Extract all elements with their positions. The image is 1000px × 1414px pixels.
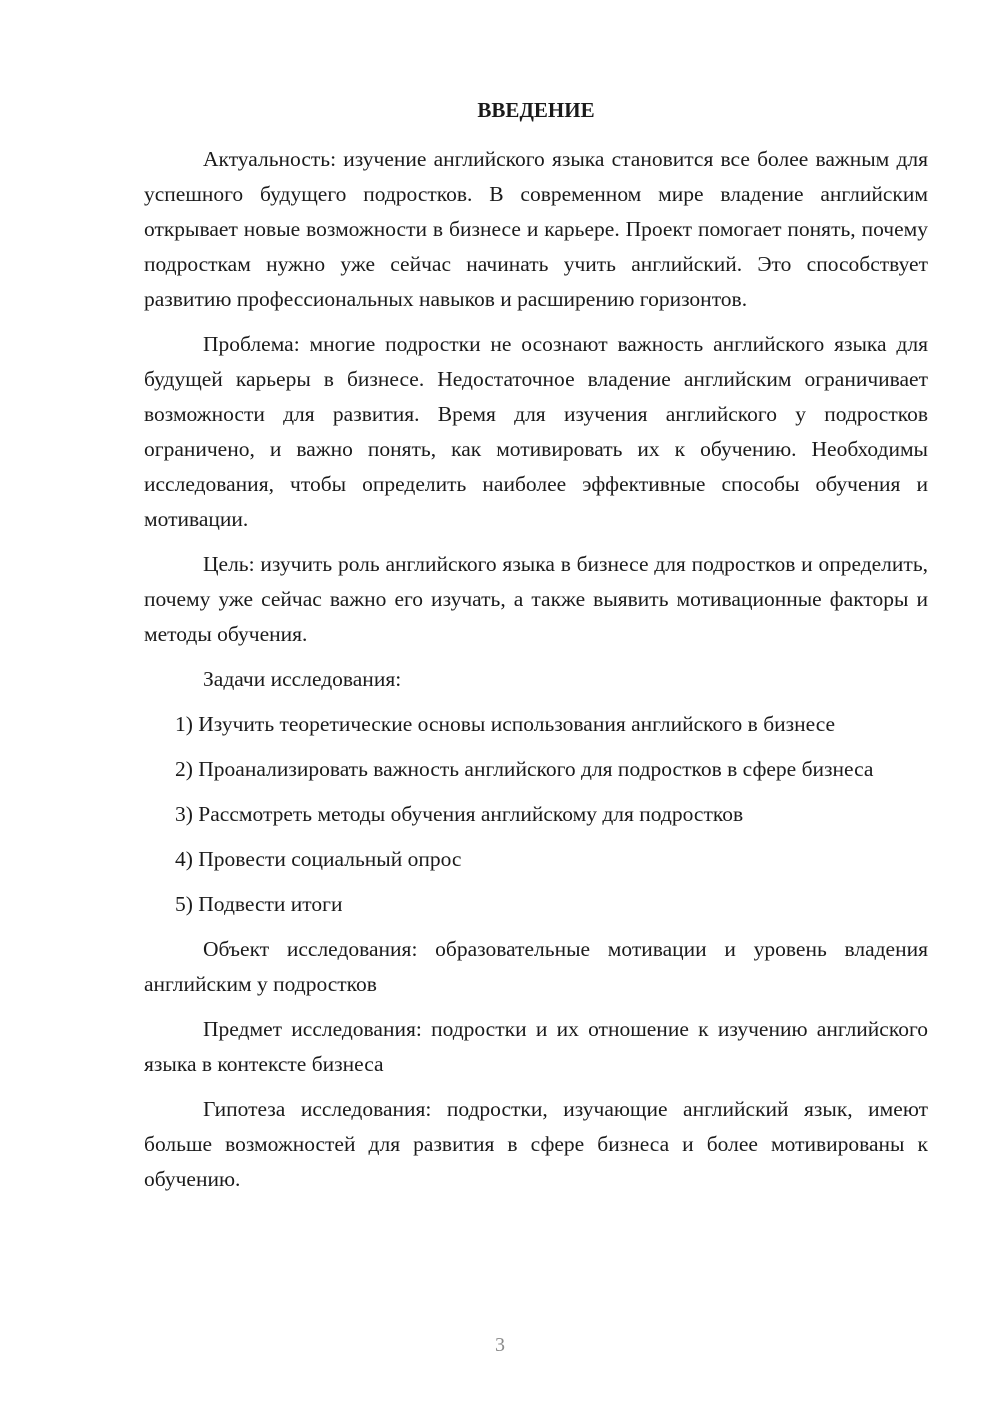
task-item-1: 1) Изучить теоретические основы использования английского в бизнесе	[175, 712, 836, 736]
section-title: ВВЕДЕНИЕ	[477, 98, 595, 122]
task-item-5: 5) Подвести итоги	[175, 892, 343, 916]
paragraph-problem: Проблема: многие подростки не осознают важность английского языка для будущей карьеры в бизнесе. Недостаточное владение английским ограничивает возможности для развития. Время для изучения английского у подростков ограничено, и важно понять, как мотивировать их к обучению. Необходимы исследования, чтобы определить наиболее эффективные способы обучения и мотивации.	[144, 332, 928, 531]
page-number: 3	[495, 1334, 505, 1356]
paragraph-subject: Предмет исследования: подростки и их отношение к изучению английского языка в контексте бизнеса	[144, 1017, 928, 1076]
task-item-3: 3) Рассмотреть методы обучения английскому для подростков	[175, 802, 744, 826]
paragraph-relevance: Актуальность: изучение английского языка становится все более важным для успешного будущего подростков. В современном мире владение английским открывает новые возможности в бизнесе и карьере. Проект помогает понять, почему подросткам нужно уже сейчас начинать учить английский. Это способствует развитию профессиональных навыков и расширению горизонтов.	[144, 147, 928, 311]
task-item-2: 2) Проанализировать важность английского для подростков в сфере бизнеса	[175, 757, 874, 781]
paragraph-tasks-heading: Задачи исследования:	[203, 667, 402, 691]
paragraph-goal: Цель: изучить роль английского языка в бизнесе для подростков и определить, почему уже сейчас важно его изучать, а также выявить мотивационные факторы и методы обучения.	[144, 552, 928, 646]
paragraph-object: Объект исследования: образовательные мотивации и уровень владения английским у подростков	[144, 937, 928, 996]
task-item-4: 4) Провести социальный опрос	[175, 847, 462, 871]
paragraph-hypothesis: Гипотеза исследования: подростки, изучающие английский язык, имеют больше возможностей для развития в сфере бизнеса и более мотивированы к обучению.	[144, 1097, 928, 1191]
document-body	[144, 142, 928, 1207]
